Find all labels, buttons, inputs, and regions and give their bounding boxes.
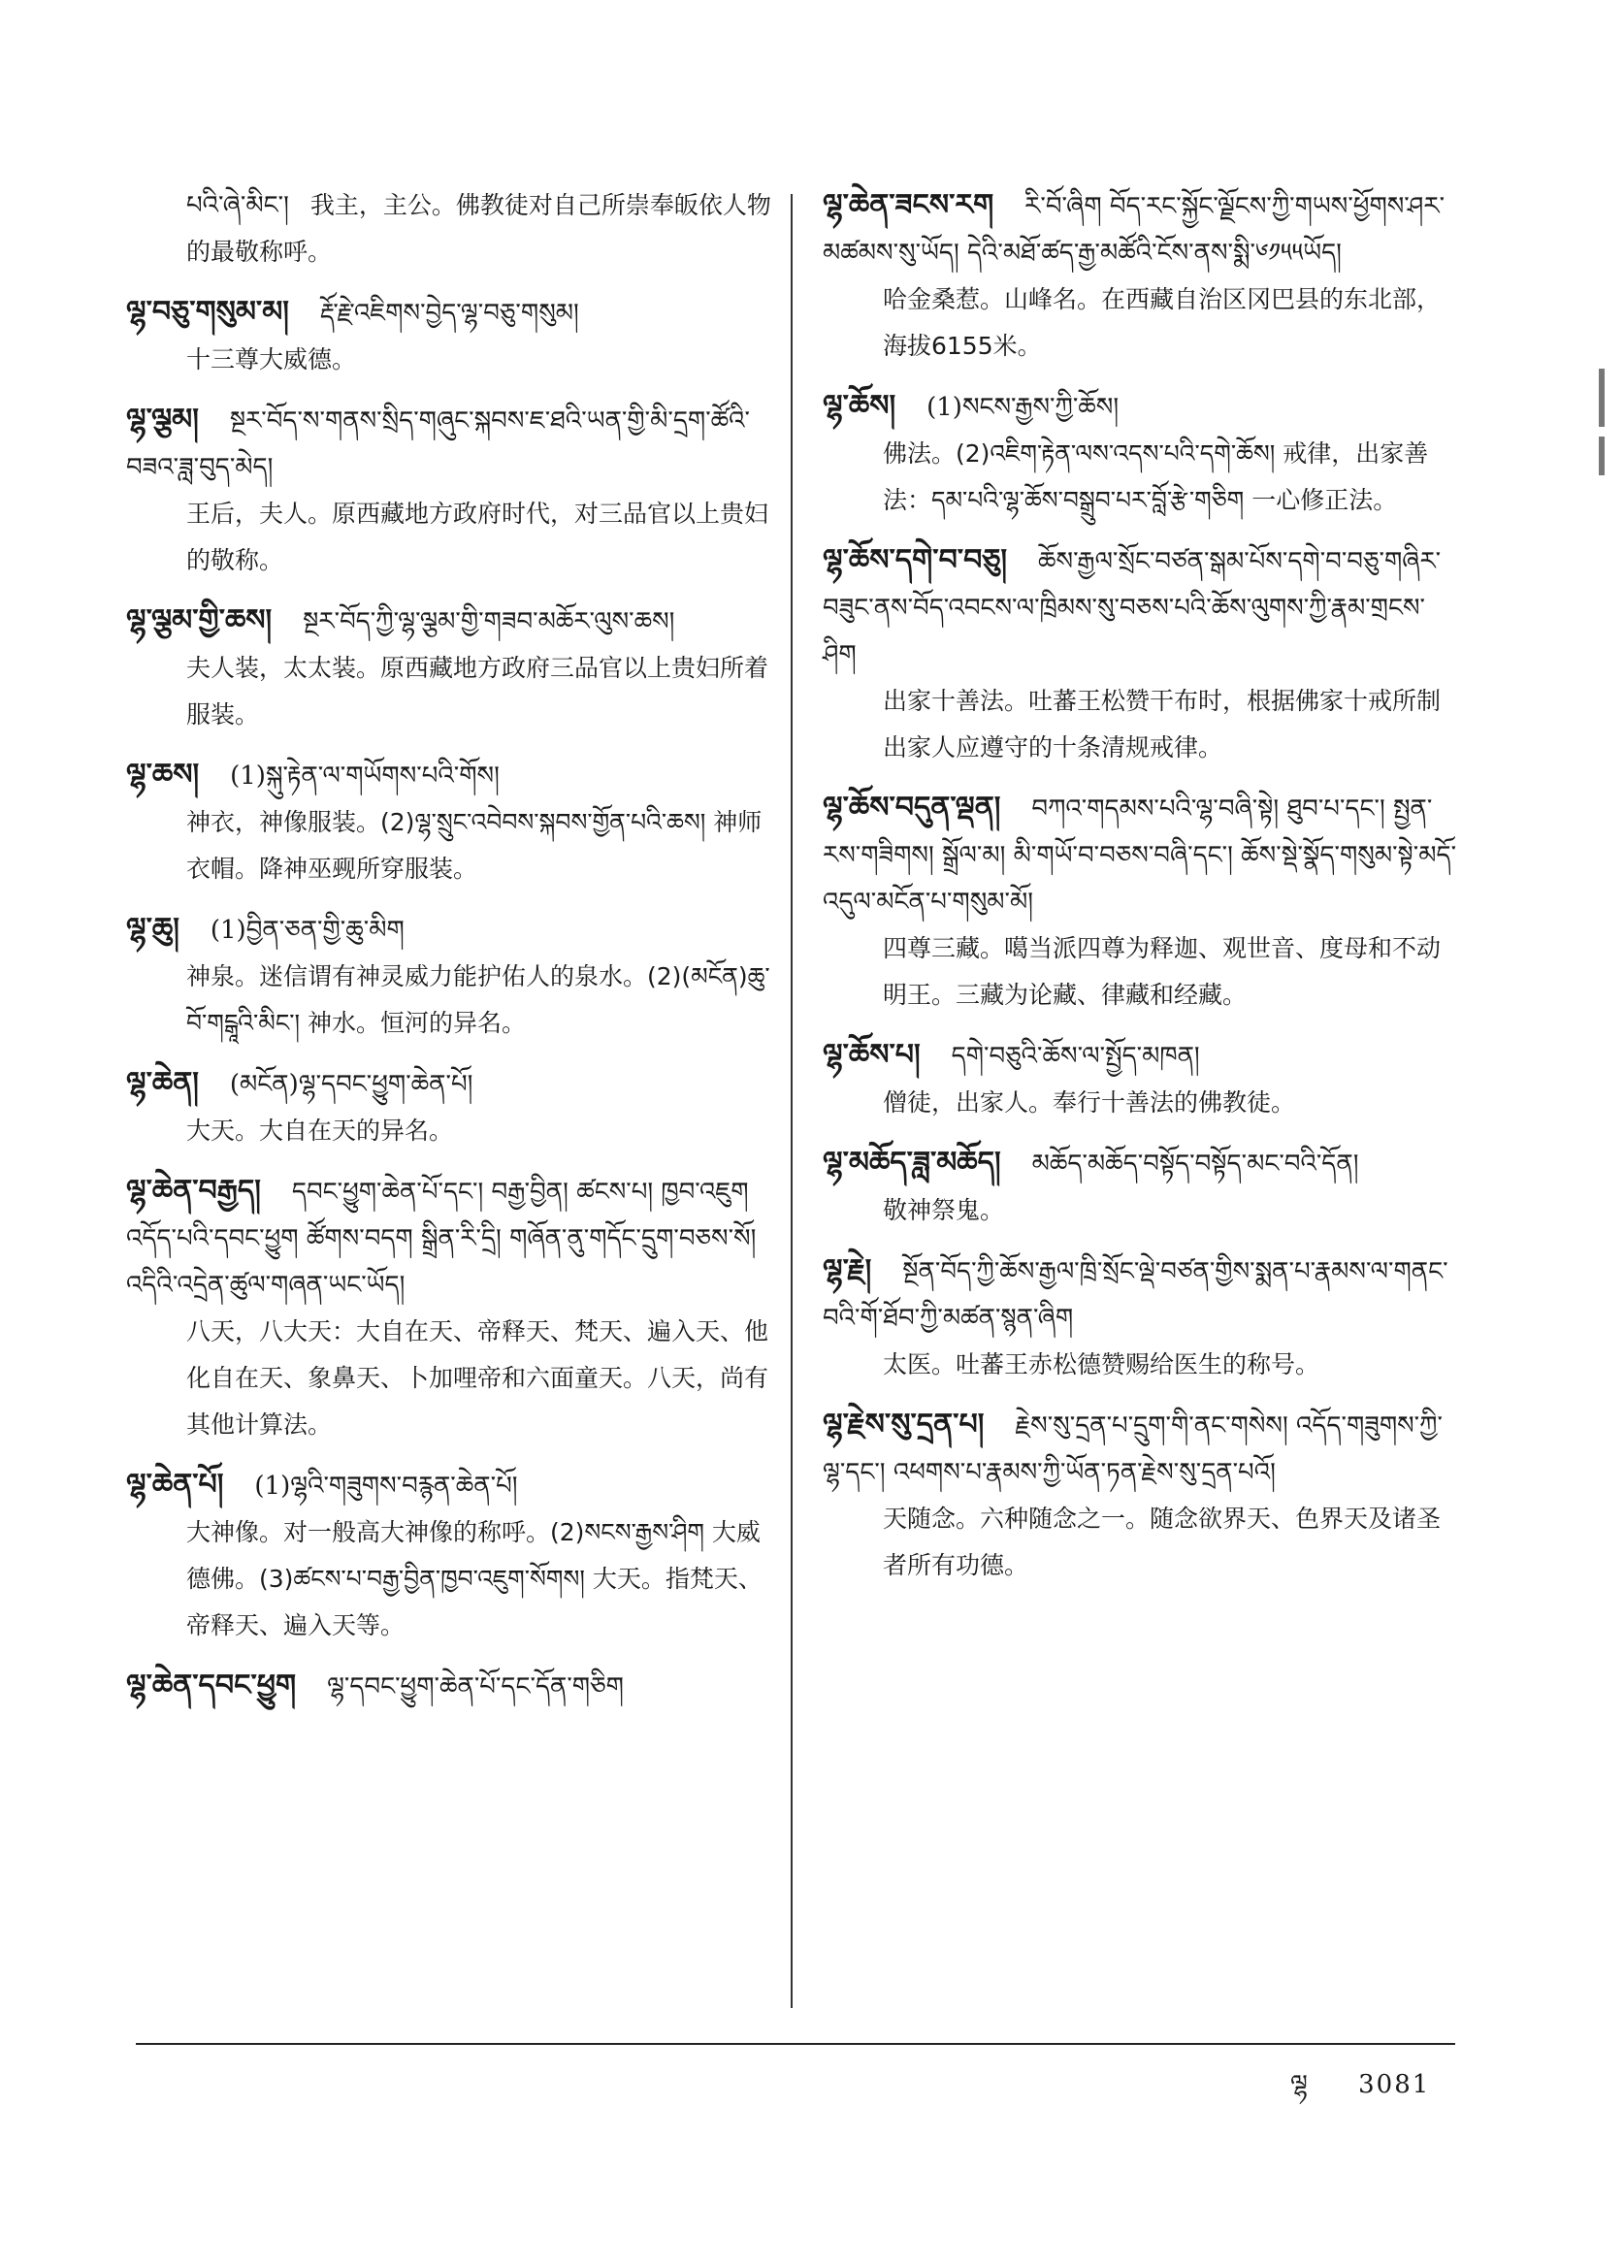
entry-tibetan: ལྷ་དབང་ཕྱུག་ཆེན་པོ་དང་དོན་གཅིག [327,1672,624,1701]
entry-chinese: 神泉。迷信谓有神灵威力能护佑人的泉水。(2)(མངོན)ཆུ་བོ་གངྒཱའི་མིང་། 神水。恒河的异名。 [186,962,770,1037]
right-column [823,182,1463,1603]
page-footer [1290,2057,1469,2127]
entry-headword: ལྷ་ཆེན་པོ། [126,1468,224,1502]
entry-chinese: 出家十善法。吐蕃王松赞干布时，根据佛家十戒所制出家人应遵守的十条清规戒律。 [883,687,1442,761]
entry [823,182,1463,370]
entry-tibetan: པའི་ཞེ་མིང་། [186,191,289,220]
entry-tibetan: རི་བོ་ཞིག བོད་རང་སྐྱོང་ལྗོངས་ཀྱི་གཡས་ཕྱོགས་ཤར་མཚམས་སུ་ཡོད། དེའི་མཐོ་ཚད་རྒྱ་མཚོའི་ངོས་ནས་སྨི་༦༡༥༥ཡོད། [823,192,1445,268]
entry-headword: ལྷ་ཆུ། [126,912,179,946]
entry [126,1462,771,1649]
column-divider [791,194,793,2008]
left-column [126,182,771,1724]
entry-chinese: 八天，八大天：大自在天、帝释天、梵天、遍入天、他化自在天、象鼻天、卜加哩帝和六面童天。八天，尚有其他计算法。 [186,1317,769,1439]
entry-tibetan: (1)སངས་རྒྱས་ཀྱི་ཆོས། [926,393,1120,422]
entry-chinese: 大天。大自在天的异名。 [186,1117,454,1145]
entry-headword: ལྷ་རྗེ། [823,1253,872,1287]
entry [126,289,771,383]
entry-headword: ལྷ་ཆོས་པ། [823,1038,921,1072]
entry [126,1663,771,1710]
entry-chinese: 佛法。(2)འཇིག་རྟེན་ལས་འདས་པའི་དགེ་ཆོས། 戒律，出家善法：དམ་པའི་ལྷ་ཆོས་བསྒྲུབ་པར་བློ་རྩེ་གཅིག 一心修正法。 [883,439,1429,514]
entry-headword: ལྷ་ལྕམ་གྱི་ཆས། [126,603,273,637]
entry-headword: ལྷ་ཆེན་དབང་ཕྱུག [126,1669,297,1702]
entry-headword: ལྷ་ཆེན། [126,1066,199,1100]
entry-chinese: 我主，主公。佛教徒对自己所崇奉皈依人物的最敬称呼。 [186,191,771,266]
entry [126,598,771,738]
entry [126,1168,771,1448]
entry-chinese: 大神像。对一般高大神像的称呼。(2)སངས་རྒྱས་ཤིག 大威德佛。(3)ཚངས་པ་བརྒྱ་བྱིན་ཁྱབ་འཇུག་སོགས། 大天。指梵天、帝释天、遍入天等。 [186,1518,763,1639]
entry-chinese: 太医。吐蕃王赤松德赞赐给医生的称号。 [883,1350,1320,1378]
entry [823,1140,1463,1234]
entry-tibetan: (1)བྱིན་ཅན་གྱི་ཆུ་མིག [210,916,405,945]
entry-tibetan: ཆོས་རྒྱལ་སྲོང་བཙན་སྒམ་པོས་དགེ་བ་བཅུ་གཞིར་བཟུང་ནས་བོད་འབངས་ལ་ཁྲིམས་སུ་བཅས་པའི་ཆོས་ལུགས་ཀྱི་རྣམ་གྲངས་ཤིག [823,547,1442,669]
entry-tibetan: མཆོད་མཆོད་བསྟོད་བསྟོད་མང་བའི་དོན། [1031,1150,1359,1179]
entry-headword: ལྷ་ཆོས། [823,389,896,423]
entry-chinese: 哈金桑惹。山峰名。在西藏自治区冈巴县的东北部，海拔6155米。 [883,285,1442,360]
entry-headword: ལྷ་ཆེན་ཟངས་རག [823,188,994,222]
entry-chinese: 王后，夫人。原西藏地方政府时代，对三品官以上贵妇的敬称。 [186,500,769,574]
entry-headword: ལྷ་བཅུ་གསུམ་མ། [126,295,289,329]
entry [823,383,1463,524]
entry-chinese: 十三尊大威德。 [186,345,357,373]
entry-headword: ལྷ་མཆོད་ཟླ་མཆོད། [823,1146,1001,1180]
entry-headword: ལྷ་ཆས། [126,758,200,792]
entry-tibetan: (1)ལྷའི་གཟུགས་བརྙན་ཆེན་པོ། [254,1472,518,1501]
entry-tibetan: (1)སྐུ་རྟེན་ལ་གཡོགས་པའི་གོས། [230,761,500,791]
entry-headword: ལྷ་ཆོས་བདུན་ལྡན། [823,791,1001,825]
entry-headword: ལྷ་རྗེས་སུ་དྲན་པ། [823,1408,985,1442]
entry [126,752,771,892]
entry-chinese: 神衣，神像服装。(2)ལྷ་སྲུང་འབེབས་སྐབས་གྱོན་པའི་ཆས། 神师衣帽。降神巫觋所穿服装。 [186,808,763,883]
entry-tibetan: དབང་ཕྱུག་ཆེན་པོ་དང་། བརྒྱ་བྱིན། ཚངས་པ། ཁྱབ་འཇུག འདོད་པའི་དབང་ཕྱུག ཚོགས་བདག སྒྲིན་རི་དྲི། གཞོན་ནུ་གདོང་དྲུག་བཅས་སོ། འདིའི་འདྲེན་ཚུལ་གཞན་ཡང་ཡོད། [126,1178,757,1300]
entry [126,397,771,584]
entry-tibetan: རྗེས་སུ་དྲན་པ་དྲུག་གི་ནང་གསེས། འདོད་གཟུགས་ཀྱི་ལྷ་དང་། འཕགས་པ་རྣམས་ཀྱི་ཡོན་ཏན་རྗེས་སུ་དྲན་པའོ། [823,1411,1443,1487]
entry-chinese: 夫人装，太太装。原西藏地方政府三品官以上贵妇所着服装。 [186,654,769,729]
entry [823,785,1463,1019]
entry-tibetan: སྔར་བོད་ཀྱི་ལྷ་ལྕམ་གྱི་གཟབ་མཆོར་ལུས་ཆས། [303,607,675,636]
entry-tibetan: དགེ་བཅུའི་ཆོས་ལ་སྤྱོད་མཁན། [951,1042,1200,1071]
scan-mark [1599,437,1605,475]
entry [126,1060,771,1154]
page-number: 3081 [1358,2070,1431,2099]
footer-rule [136,2043,1455,2045]
entry [126,182,771,275]
entry-headword: ལྷ་ལྕམ། [126,403,199,437]
entry-tibetan: (མངོན)ལྷ་དབང་ཕྱུག་ཆེན་པོ། [229,1070,473,1099]
entry-chinese: 僧徒，出家人。奉行十善法的佛教徒。 [883,1088,1296,1117]
entry-chinese: 天随念。六种随念之一。随念欲界天、色界天及诸圣者所有功德。 [883,1505,1442,1579]
footer-letter: ལྷ [1290,2070,1310,2099]
entry-tibetan: སྔོན་བོད་ཀྱི་ཆོས་རྒྱལ་ཁྲི་སྲོང་ལྡེ་བཙན་གྱིས་སྨན་པ་རྣམས་ལ་གནང་བའི་གོ་ཐོབ་ཀྱི་མཚན་སྙན་ཞིག [823,1257,1448,1333]
entry-tibetan: སྔར་བོད་ས་གནས་སྲིད་གཞུང་སྐབས་ཇ་ཐའི་ཡན་གྱི་མི་དྲག་ཚོའི་བཟའ་ཟླ་བུད་མེད། [126,406,751,482]
entry-tibetan: བཀའ་གདམས་པའི་ལྷ་བཞི་སྟེ། ཐུབ་པ་དང་། སྤྱན་རས་གཟིགས། སྒྲོལ་མ། མི་གཡོ་བ་བཅས་བཞི་དང་། ཆོས་སྡེ་སྣོད་གསུམ་སྟེ་མདོ་འདུལ་མངོན་པ་གསུམ་མོ། [823,794,1457,917]
entry-tibetan: རྡོ་རྗེ་འཇིགས་བྱེད་ལྷ་བཅུ་གསུམ། [319,299,579,328]
entry-chinese: 敬神祭鬼。 [883,1196,1005,1224]
entry [823,537,1463,771]
entry-headword: ལྷ་ཆོས་དགེ་བ་བཅུ། [823,543,1008,577]
entry [823,1247,1463,1388]
entry-headword: ལྷ་ཆེན་བརྒྱད། [126,1174,261,1208]
entry [126,906,771,1047]
entry [823,1402,1463,1589]
scan-mark [1599,369,1605,427]
entry-chinese: 四尊三藏。噶当派四尊为释迦、观世音、度母和不动明王。三藏为论藏、律藏和经藏。 [883,934,1442,1009]
entry [823,1032,1463,1126]
